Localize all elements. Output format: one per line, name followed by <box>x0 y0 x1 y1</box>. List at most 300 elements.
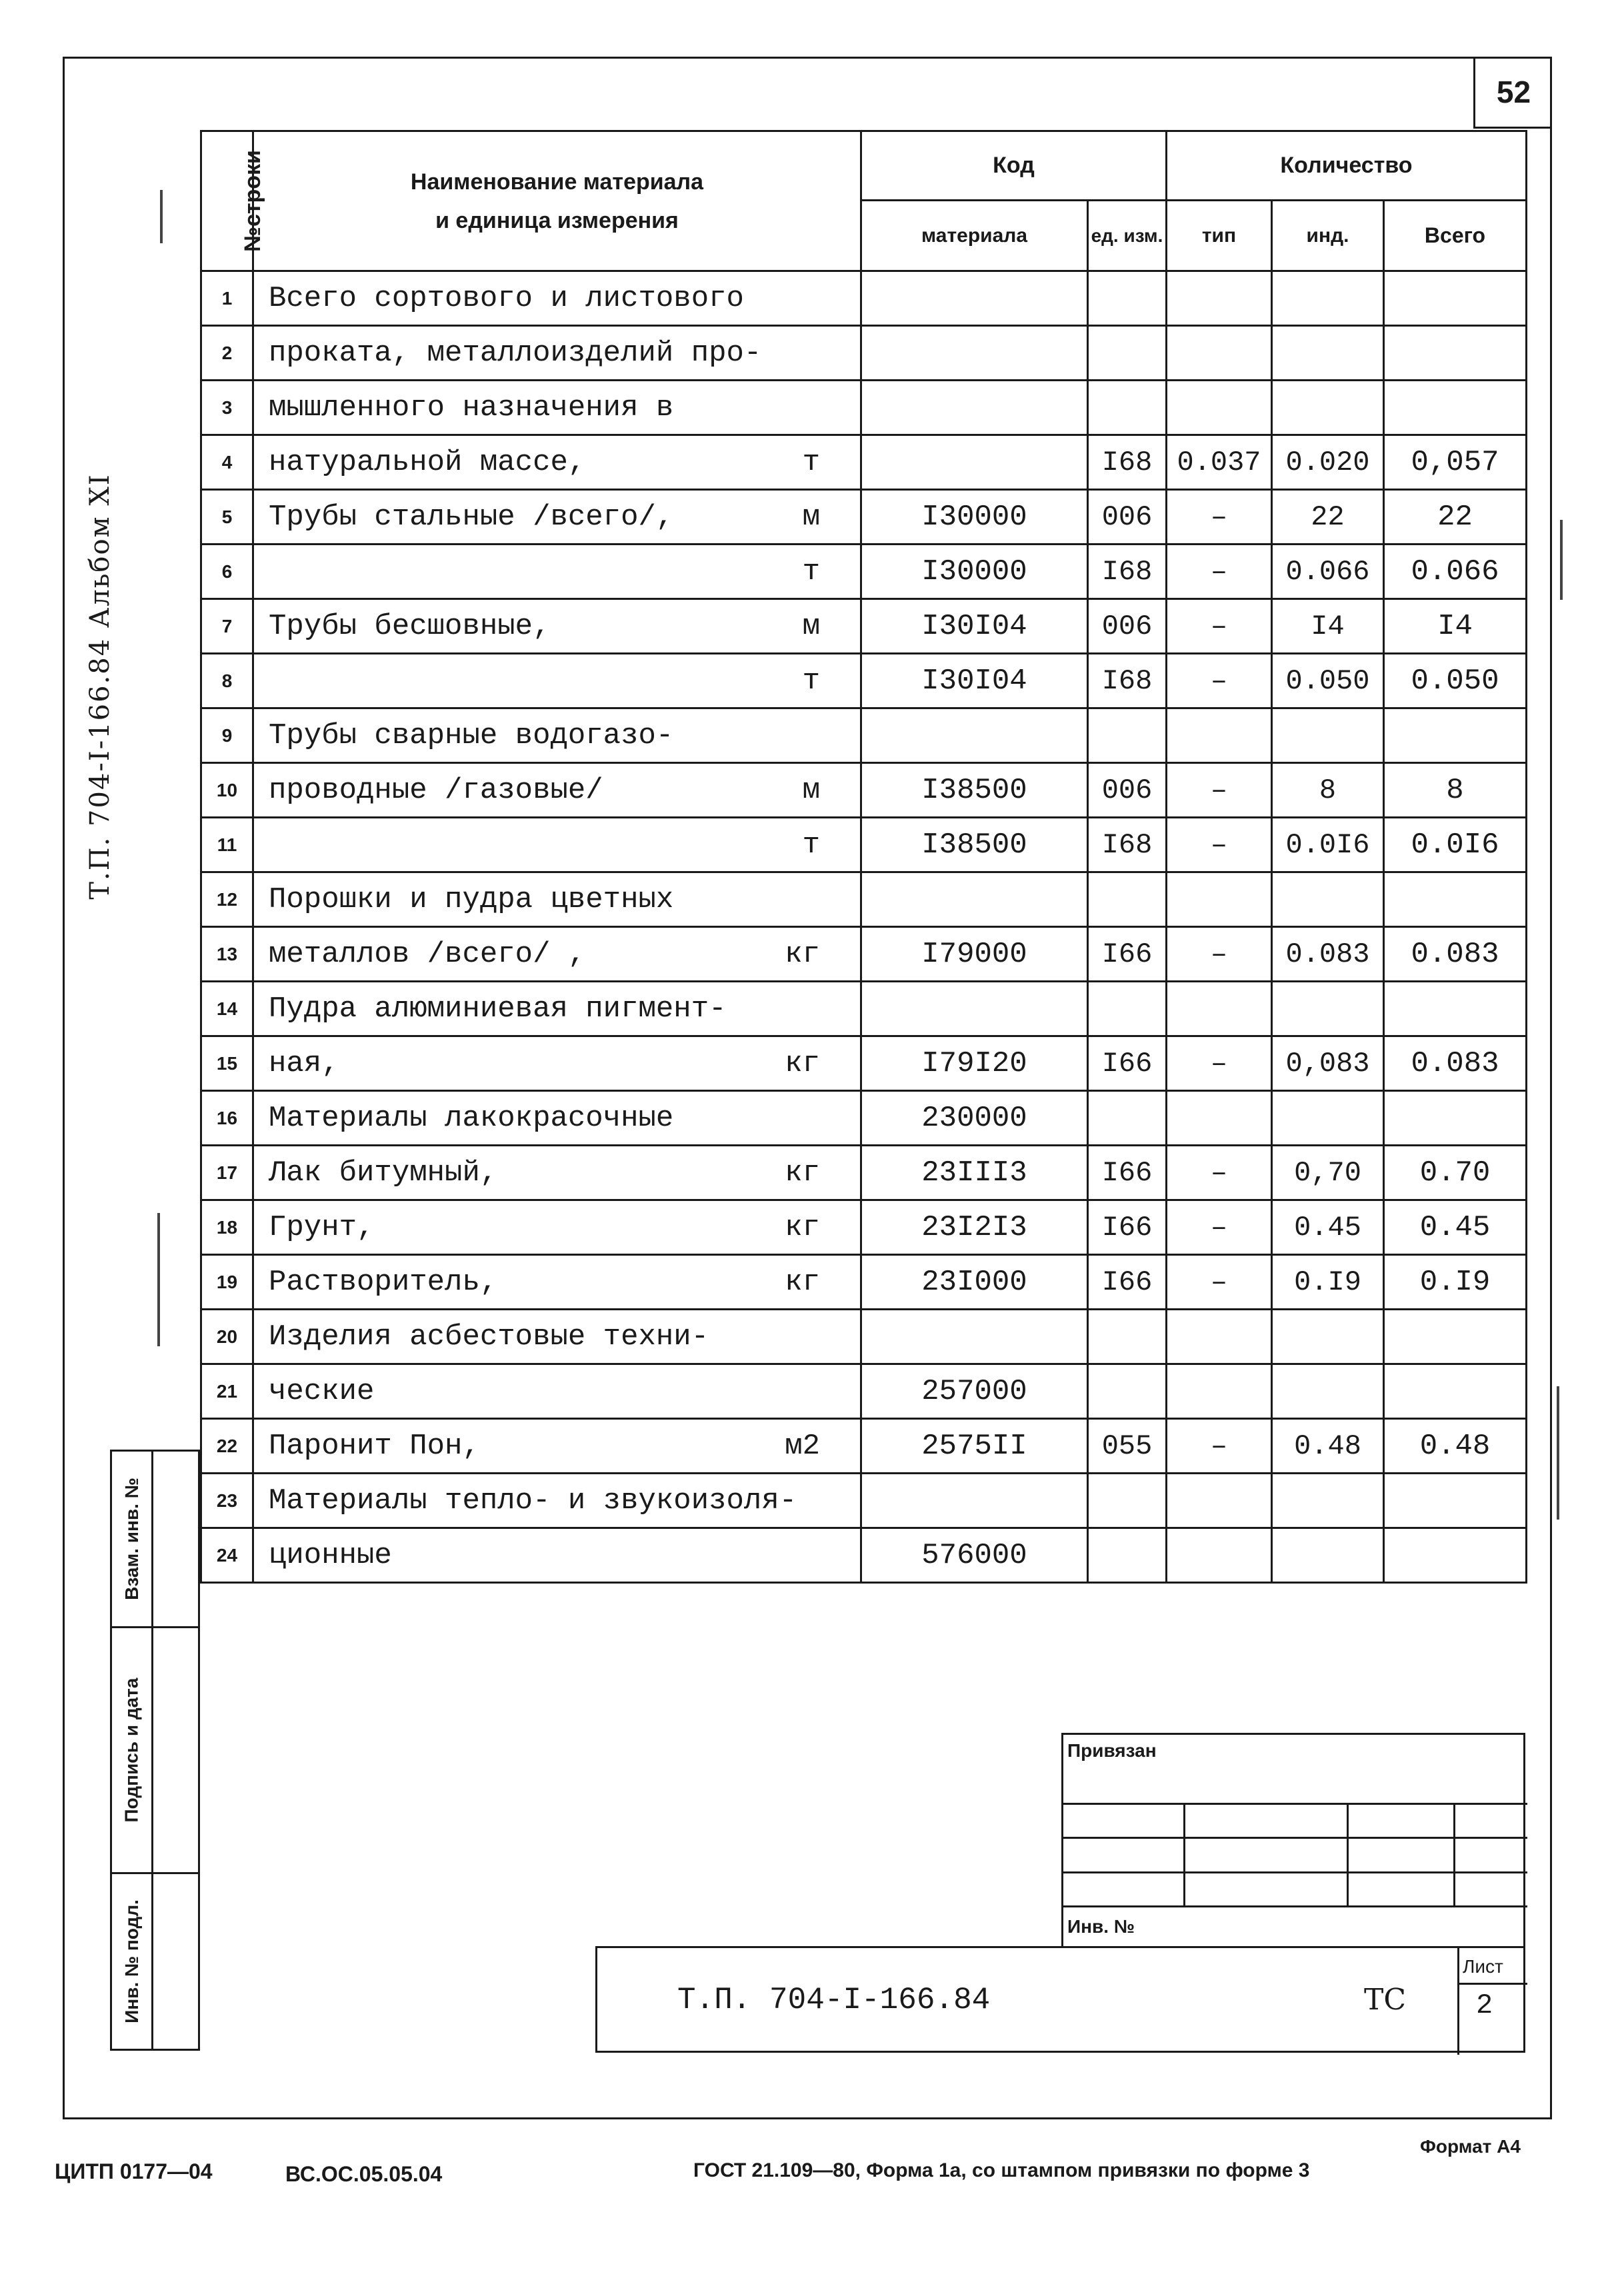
qty-type <box>1167 982 1272 1036</box>
measure-unit: кг <box>785 1265 820 1299</box>
unit-code-text: I66 <box>1101 1266 1153 1298</box>
unit-code <box>1088 1255 1167 1310</box>
material-name-text: Грунт, <box>269 1210 375 1244</box>
material-name <box>253 490 861 545</box>
qty-ind <box>1272 1419 1384 1474</box>
qty-ind-text: 0,70 <box>1294 1156 1361 1189</box>
qty-total <box>1384 271 1527 326</box>
code-unit-header: ед. изм. <box>1088 201 1167 271</box>
material-code <box>861 490 1088 545</box>
qty-ind <box>1272 818 1384 872</box>
material-code <box>861 1036 1088 1091</box>
qty-ind <box>1272 490 1384 545</box>
unit-code <box>1088 1474 1167 1528</box>
qty-total <box>1384 381 1527 435</box>
material-code-text: 257000 <box>921 1374 1027 1408</box>
measure-unit: м2 <box>785 1429 820 1463</box>
material-name <box>253 1200 861 1255</box>
material-name-text: Изделия асбестовые техни- <box>269 1320 709 1354</box>
qty-type <box>1167 326 1272 381</box>
row-number-text: 7 <box>221 615 233 636</box>
document-mark: ТС <box>1364 1983 1407 2017</box>
qty-type <box>1167 435 1272 490</box>
row-number <box>201 1200 253 1255</box>
qty-total <box>1384 1474 1527 1528</box>
qty-type <box>1167 818 1272 872</box>
table-row <box>201 654 1527 708</box>
material-code <box>861 1146 1088 1200</box>
unit-code <box>1088 927 1167 982</box>
qty-total <box>1384 1036 1527 1091</box>
material-name-text: Порошки и пудра цветных <box>269 882 674 916</box>
qty-ind <box>1272 1146 1384 1200</box>
row-number-text: 21 <box>216 1380 238 1402</box>
qty-type-text: – <box>1210 1430 1228 1462</box>
material-code <box>861 381 1088 435</box>
qty-total-text: 0.0I6 <box>1411 828 1499 862</box>
unit-code <box>1088 435 1167 490</box>
measure-unit: т <box>802 555 820 588</box>
qty-ind-header: инд. <box>1272 201 1384 271</box>
table-row <box>201 1419 1527 1474</box>
material-code-text: I38500 <box>921 828 1027 862</box>
qty-type-text: – <box>1210 1156 1228 1189</box>
qty-type-text: – <box>1210 828 1228 861</box>
material-code-text: I30000 <box>921 555 1027 588</box>
material-name-text: Растворитель, <box>269 1265 498 1299</box>
qty-ind <box>1272 927 1384 982</box>
material-name <box>253 927 861 982</box>
qty-ind <box>1272 654 1384 708</box>
material-name-text: ческие <box>269 1374 375 1408</box>
table-row <box>201 1200 1527 1255</box>
qty-ind <box>1272 326 1384 381</box>
material-code <box>861 708 1088 763</box>
qty-type-text: – <box>1210 774 1228 806</box>
qty-total <box>1384 599 1527 654</box>
qty-ind-text: 8 <box>1319 774 1337 806</box>
document-designation: Т.П. 704-I-166.84 <box>677 1983 991 2017</box>
qty-type <box>1167 708 1272 763</box>
qty-total-text: 0.70 <box>1419 1156 1491 1190</box>
table-row <box>201 927 1527 982</box>
qty-ind <box>1272 1091 1384 1146</box>
material-code-text: I79I20 <box>921 1046 1027 1080</box>
row-number <box>201 435 253 490</box>
qty-ind <box>1272 872 1384 927</box>
material-code-text: I30000 <box>921 500 1027 534</box>
unit-code-text: I68 <box>1101 828 1153 861</box>
row-number-text: 17 <box>216 1162 238 1183</box>
table-row <box>201 1310 1527 1364</box>
material-code <box>861 1474 1088 1528</box>
unit-code <box>1088 872 1167 927</box>
unit-code <box>1088 326 1167 381</box>
table-row <box>201 872 1527 927</box>
material-name-text: натуральной массе, <box>269 445 586 479</box>
footer-code-2: ВС.ОС.05.05.04 <box>285 2162 443 2186</box>
material-name <box>253 1310 861 1364</box>
row-number <box>201 1255 253 1310</box>
row-number-text: 11 <box>217 834 237 855</box>
qty-total <box>1384 927 1527 982</box>
material-name <box>253 708 861 763</box>
row-number <box>201 545 253 599</box>
qty-ind <box>1272 435 1384 490</box>
qty-ind-text: 0,083 <box>1285 1047 1370 1080</box>
material-code-text: I38500 <box>921 773 1027 807</box>
side-album-label: Т.П. 704-I-166.84 Альбом XI <box>85 473 115 900</box>
qty-type <box>1167 381 1272 435</box>
qty-type <box>1167 1419 1272 1474</box>
qty-total-text: 0.I9 <box>1419 1265 1491 1299</box>
sheet-label: Лист <box>1463 1956 1503 1977</box>
table-row <box>201 381 1527 435</box>
unit-code <box>1088 1091 1167 1146</box>
measure-unit: т <box>802 828 820 862</box>
material-name <box>253 599 861 654</box>
qty-total <box>1384 654 1527 708</box>
unit-code <box>1088 1364 1167 1419</box>
material-code <box>861 435 1088 490</box>
row-number-text: 23 <box>216 1490 238 1511</box>
qty-total <box>1384 1310 1527 1364</box>
row-number <box>201 708 253 763</box>
qty-total <box>1384 1528 1527 1583</box>
material-name <box>253 763 861 818</box>
qty-type <box>1167 927 1272 982</box>
unit-code-text: I66 <box>1101 1047 1153 1080</box>
material-code-text: I30I04 <box>921 609 1027 643</box>
material-name <box>253 654 861 708</box>
material-code-text: I30I04 <box>921 664 1027 698</box>
material-name <box>253 271 861 326</box>
unit-code <box>1088 763 1167 818</box>
scan-mark <box>1560 520 1563 600</box>
qty-ind-text: 0.083 <box>1285 938 1370 970</box>
row-number <box>201 982 253 1036</box>
row-number <box>201 271 253 326</box>
qty-type <box>1167 1474 1272 1528</box>
material-name-text: Трубы сварные водогазо- <box>269 718 674 752</box>
qty-ind <box>1272 982 1384 1036</box>
row-number-text: 9 <box>221 724 233 746</box>
materials-table <box>200 130 1527 1584</box>
qty-ind-text: I4 <box>1311 610 1345 642</box>
row-number <box>201 490 253 545</box>
unit-code <box>1088 271 1167 326</box>
unit-code <box>1088 599 1167 654</box>
qty-type <box>1167 1036 1272 1091</box>
qty-total <box>1384 708 1527 763</box>
material-name <box>253 435 861 490</box>
row-number-text: 3 <box>221 397 233 418</box>
material-name <box>253 326 861 381</box>
material-code-text: 230000 <box>921 1101 1027 1135</box>
row-number <box>201 1419 253 1474</box>
qty-type <box>1167 763 1272 818</box>
title-block <box>595 1946 1525 2053</box>
row-number <box>201 1310 253 1364</box>
qty-ind <box>1272 1255 1384 1310</box>
row-number-text: 13 <box>216 943 238 964</box>
material-name <box>253 1146 861 1200</box>
qty-ind <box>1272 708 1384 763</box>
table-row <box>201 818 1527 872</box>
unit-code <box>1088 490 1167 545</box>
row-number-text: 22 <box>216 1435 238 1456</box>
measure-unit: кг <box>785 1046 820 1080</box>
qty-total <box>1384 872 1527 927</box>
material-name-text: Материалы лакокрасочные <box>269 1101 674 1135</box>
unit-code-text: 055 <box>1101 1430 1153 1462</box>
material-name-text: Трубы бесшовные, <box>269 609 551 643</box>
table-row <box>201 982 1527 1036</box>
material-name-text: ная, <box>269 1046 339 1080</box>
measure-unit: кг <box>785 937 820 971</box>
row-number-text: 24 <box>216 1544 238 1566</box>
material-name <box>253 872 861 927</box>
stamp-inv-podl: Инв. № подл. <box>110 1872 200 2051</box>
qty-total-text: 0,057 <box>1411 445 1499 479</box>
row-number-text: 20 <box>216 1326 238 1347</box>
row-number-text: 19 <box>216 1271 238 1292</box>
row-number <box>201 1474 253 1528</box>
row-number-text: 12 <box>216 888 238 910</box>
table-row <box>201 1146 1527 1200</box>
material-code <box>861 982 1088 1036</box>
material-name-text: Лак битумный, <box>269 1156 498 1190</box>
qty-total-text: 0.050 <box>1411 664 1499 698</box>
qty-ind-text: 0.I9 <box>1294 1266 1361 1298</box>
qty-ind-text: 0.020 <box>1285 446 1370 479</box>
qty-total <box>1384 818 1527 872</box>
unit-code <box>1088 708 1167 763</box>
qty-total-text: I4 <box>1437 609 1473 643</box>
scan-mark <box>157 1213 160 1346</box>
unit-code-text: 006 <box>1101 501 1153 533</box>
qty-ind-text: 0.050 <box>1285 664 1370 697</box>
row-number-text: 6 <box>221 561 233 582</box>
material-code-text: 23III3 <box>921 1156 1027 1190</box>
material-code-text: I79000 <box>921 937 1027 971</box>
material-name-text: металлов /всего/ , <box>269 937 586 971</box>
material-name <box>253 1255 861 1310</box>
qty-total-text: 8 <box>1446 773 1464 807</box>
row-number-text: 16 <box>216 1107 238 1128</box>
material-code-text: 23I2I3 <box>921 1210 1027 1244</box>
qty-type <box>1167 1310 1272 1364</box>
unit-code-text: I66 <box>1101 1211 1153 1244</box>
measure-unit: т <box>802 445 820 479</box>
qty-type <box>1167 872 1272 927</box>
material-code <box>861 1419 1088 1474</box>
material-code <box>861 271 1088 326</box>
qty-total-text: 22 <box>1437 500 1473 534</box>
unit-code-text: 006 <box>1101 774 1153 806</box>
qty-total <box>1384 1364 1527 1419</box>
row-number-text: 15 <box>216 1052 238 1074</box>
qty-total <box>1384 763 1527 818</box>
material-name <box>253 1091 861 1146</box>
privyazan-block <box>1061 1733 1525 1948</box>
code-header: Код <box>861 131 1167 201</box>
row-number <box>201 1091 253 1146</box>
material-name <box>253 818 861 872</box>
format-label: Формат А4 <box>1420 2136 1521 2157</box>
qty-type-text: – <box>1210 1266 1228 1298</box>
qty-type-text: – <box>1210 938 1228 970</box>
measure-unit: т <box>802 664 820 698</box>
table-row <box>201 1036 1527 1091</box>
footer-gost: ГОСТ 21.109—80, Форма 1а, со штампом привязки по форме 3 <box>693 2159 1310 2181</box>
material-name-text: Пудра алюминиевая пигмент- <box>269 992 727 1026</box>
row-number-text: 10 <box>216 779 238 800</box>
material-code <box>861 872 1088 927</box>
table-row <box>201 1474 1527 1528</box>
material-name <box>253 381 861 435</box>
row-number <box>201 381 253 435</box>
material-code <box>861 326 1088 381</box>
material-code <box>861 654 1088 708</box>
material-name <box>253 545 861 599</box>
qty-type <box>1167 490 1272 545</box>
unit-code <box>1088 1310 1167 1364</box>
qty-total-text: 0.083 <box>1411 937 1499 971</box>
qty-total-text: 0.066 <box>1411 555 1499 588</box>
qty-ind <box>1272 271 1384 326</box>
measure-unit: кг <box>785 1210 820 1244</box>
row-number-text: 14 <box>216 998 238 1019</box>
table-row <box>201 271 1527 326</box>
stamp-podpis-data: Подпись и дата <box>110 1626 200 1874</box>
measure-unit: кг <box>785 1156 820 1190</box>
row-number <box>201 818 253 872</box>
unit-code <box>1088 381 1167 435</box>
table-row <box>201 708 1527 763</box>
row-number <box>201 1036 253 1091</box>
qty-ind-text: 0.48 <box>1294 1430 1361 1462</box>
unit-code <box>1088 1419 1167 1474</box>
qty-type-text: – <box>1210 1047 1228 1080</box>
material-name <box>253 1419 861 1474</box>
row-number <box>201 763 253 818</box>
material-name-text: Материалы тепло- и звукоизоля- <box>269 1484 797 1518</box>
table-row <box>201 435 1527 490</box>
qty-ind <box>1272 381 1384 435</box>
material-name-text: мышленного назначения в <box>269 391 674 425</box>
qty-type <box>1167 1364 1272 1419</box>
row-number <box>201 872 253 927</box>
row-number <box>201 1364 253 1419</box>
footer-code-1: ЦИТП 0177—04 <box>55 2159 213 2183</box>
privyazan-label: Привязан <box>1067 1740 1157 1761</box>
row-number <box>201 1528 253 1583</box>
qty-type <box>1167 1528 1272 1583</box>
qty-type <box>1167 1091 1272 1146</box>
quantity-header: Количество <box>1167 131 1527 201</box>
material-code <box>861 1364 1088 1419</box>
unit-code <box>1088 818 1167 872</box>
unit-code <box>1088 545 1167 599</box>
row-number <box>201 599 253 654</box>
qty-ind <box>1272 763 1384 818</box>
unit-code-text: I66 <box>1101 938 1153 970</box>
table-row <box>201 1091 1527 1146</box>
qty-total-text: 0.48 <box>1419 1429 1491 1463</box>
table-row <box>201 1255 1527 1310</box>
unit-code <box>1088 1528 1167 1583</box>
table-row <box>201 490 1527 545</box>
material-name-text: Всего сортового и листового <box>269 281 744 315</box>
qty-total <box>1384 545 1527 599</box>
code-material-header: материала <box>861 201 1088 271</box>
material-code <box>861 599 1088 654</box>
qty-ind <box>1272 1364 1384 1419</box>
qty-total <box>1384 1200 1527 1255</box>
qty-ind <box>1272 1036 1384 1091</box>
unit-code-text: I68 <box>1101 555 1153 588</box>
material-name-header: Наименование материала и единица измерения <box>253 131 861 271</box>
material-code <box>861 763 1088 818</box>
table-row <box>201 763 1527 818</box>
row-number-text: 4 <box>221 451 233 473</box>
qty-ind-text: 0.066 <box>1285 555 1370 588</box>
table-row <box>201 1364 1527 1419</box>
inv-number-label: Инв. № <box>1067 1916 1135 1937</box>
measure-unit: м <box>802 609 820 643</box>
qty-total <box>1384 490 1527 545</box>
table-row <box>201 599 1527 654</box>
material-code <box>861 927 1088 982</box>
qty-type <box>1167 1255 1272 1310</box>
material-code <box>861 1255 1088 1310</box>
material-code <box>861 818 1088 872</box>
row-number-text: 2 <box>221 342 233 363</box>
qty-total-text: 0.45 <box>1419 1210 1491 1244</box>
row-number-text: 5 <box>221 506 233 527</box>
material-code <box>861 1200 1088 1255</box>
unit-code <box>1088 1200 1167 1255</box>
scan-mark <box>1557 1386 1559 1520</box>
qty-total <box>1384 435 1527 490</box>
qty-type-text: – <box>1210 1211 1228 1244</box>
qty-ind <box>1272 545 1384 599</box>
qty-type-text: – <box>1210 501 1228 533</box>
material-code-text: 23I000 <box>921 1265 1027 1299</box>
material-name <box>253 1528 861 1583</box>
qty-ind <box>1272 1200 1384 1255</box>
material-code-text: 2575II <box>921 1429 1027 1463</box>
material-name <box>253 982 861 1036</box>
qty-total <box>1384 1255 1527 1310</box>
material-name <box>253 1474 861 1528</box>
qty-type <box>1167 654 1272 708</box>
material-name-text: ционные <box>269 1538 392 1572</box>
material-code <box>861 1091 1088 1146</box>
qty-type-header: тип <box>1167 201 1272 271</box>
material-code-text: 576000 <box>921 1538 1027 1572</box>
material-name <box>253 1364 861 1419</box>
measure-unit: м <box>802 500 820 534</box>
row-number <box>201 927 253 982</box>
qty-type-text: – <box>1210 555 1228 588</box>
unit-code-text: I68 <box>1101 664 1153 697</box>
stamp-vzam-inv: Взам. инв. № <box>110 1450 200 1628</box>
qty-ind <box>1272 599 1384 654</box>
unit-code-text: I66 <box>1101 1156 1153 1189</box>
material-code <box>861 1528 1088 1583</box>
